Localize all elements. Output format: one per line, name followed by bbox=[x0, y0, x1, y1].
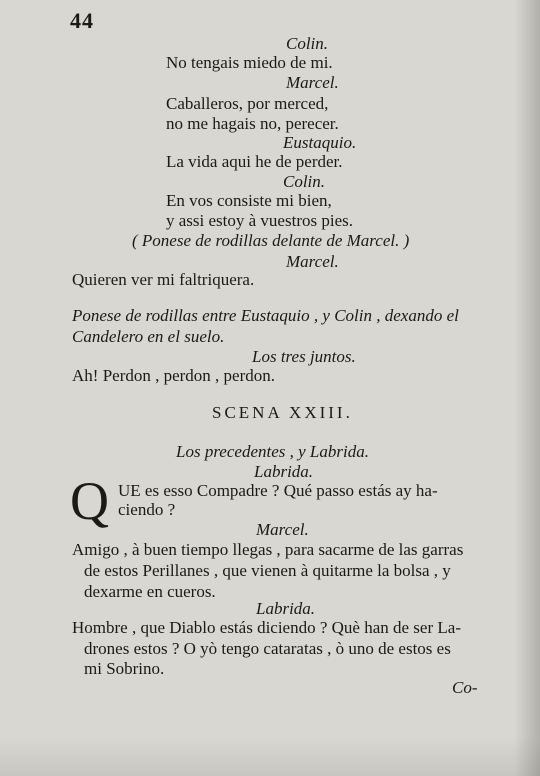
text-line: Marcel. bbox=[286, 252, 339, 271]
text-line: Marcel. bbox=[256, 520, 309, 539]
text-line: Ah! Perdon , perdon , perdon. bbox=[72, 366, 276, 385]
page-bottom-shadow bbox=[0, 736, 540, 776]
text-line: Marcel. bbox=[286, 73, 339, 92]
drop-cap: Q bbox=[70, 471, 109, 531]
text-line: de estos Perillanes , que vienen à quitarme la bolsa , y bbox=[84, 561, 451, 580]
text-line: Amigo , à buen tiempo llegas , para sacarme de las garras bbox=[72, 540, 464, 559]
text-line: dexarme en cueros. bbox=[84, 582, 216, 601]
text-line: ciendo ? bbox=[118, 500, 176, 519]
text-line: no me hagais no, perecer. bbox=[166, 114, 339, 133]
text-line: Labrida. bbox=[254, 462, 314, 481]
text-line: Candelero en el suelo. bbox=[72, 327, 225, 346]
page-number: 44 bbox=[70, 8, 94, 33]
page-edge-shadow bbox=[514, 0, 540, 776]
text-line: Colin. bbox=[283, 172, 326, 191]
text-line: Labrida. bbox=[256, 599, 316, 618]
text-line: Hombre , que Diablo estás diciendo ? Què han de ser La- bbox=[72, 618, 461, 637]
text-line: Colin. bbox=[286, 34, 329, 53]
text-line: ( Ponese de rodillas delante de Marcel. ) bbox=[132, 231, 410, 250]
text-line: y assi estoy à vuestros pies. bbox=[166, 211, 353, 230]
text-line: Los tres juntos. bbox=[252, 347, 356, 366]
text-line: SCENA XXIII. bbox=[212, 403, 353, 422]
text-line: La vida aqui he de perder. bbox=[166, 152, 343, 171]
text-line: Caballeros, por merced, bbox=[166, 94, 329, 113]
text-line: Los precedentes , y Labrida. bbox=[176, 442, 369, 461]
text-line: Ponese de rodillas entre Eustaquio , y Colin , dexando el bbox=[72, 306, 459, 325]
text-line: No tengais miedo de mi. bbox=[166, 53, 333, 72]
text-line: Eustaquio. bbox=[283, 133, 357, 152]
text-line: Quieren ver mi faltriquera. bbox=[72, 270, 255, 289]
text-line: mi Sobrino. bbox=[84, 659, 165, 678]
text-line: Co- bbox=[452, 678, 478, 697]
text-line: UE es esso Compadre ? Qué passo estás ay ha- bbox=[118, 481, 438, 500]
text-line: drones estos ? O yò tengo cataratas , ò uno de estos es bbox=[84, 639, 451, 658]
text-line: En vos consiste mi bien, bbox=[166, 191, 332, 210]
